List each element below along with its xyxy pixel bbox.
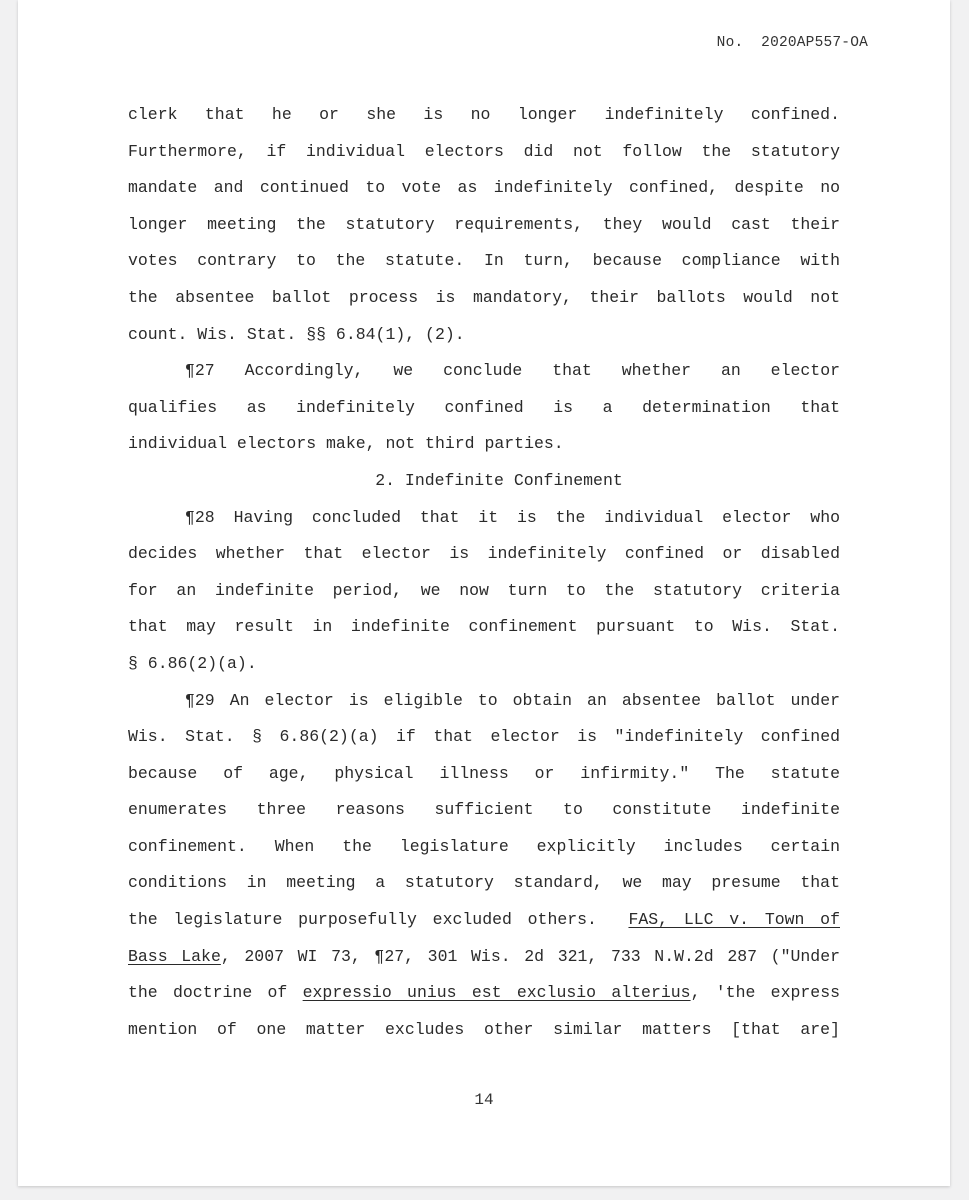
case-citation-name: Bass Lake bbox=[128, 946, 221, 966]
paragraph-29-line: Wis. Stat. § 6.86(2)(a) if that elector is "indefinitely confined bbox=[128, 727, 840, 747]
page-number: 14 bbox=[474, 1091, 494, 1109]
paragraph-29-line: because of age, physical illness or infirmity." The statute bbox=[128, 763, 840, 783]
paragraph-28-line: § 6.86(2)(a). bbox=[128, 653, 257, 673]
text-span: , 'the express bbox=[690, 983, 840, 1003]
paragraph-29-line bbox=[128, 939, 840, 976]
case-number: No. 2020AP557-OA bbox=[716, 35, 868, 51]
case-citation-name: FAS, LLC v. Town of bbox=[628, 910, 840, 930]
paragraph-28-line: ¶28 Having concluded that it is the individual elector who bbox=[185, 507, 840, 527]
paragraph-29-line: conditions in meeting a statutory standard, we may presume that bbox=[128, 873, 840, 893]
paragraph-29-line bbox=[128, 975, 840, 1012]
paragraph-29-line: mention of one matter excludes other similar matters [that are] bbox=[128, 1019, 840, 1039]
opinion-body bbox=[128, 97, 840, 1048]
text-line: votes contrary to the statute. In turn, because compliance with bbox=[128, 251, 840, 271]
paragraph-28-line: decides whether that elector is indefinitely confined or disabled bbox=[128, 544, 840, 564]
paragraph-27-line: ¶27 Accordingly, we conclude that whether an elector bbox=[185, 361, 840, 381]
paragraph-29-line bbox=[128, 902, 840, 939]
text-line: clerk that he or she is no longer indefinitely confined. bbox=[128, 105, 840, 124]
paragraph-29-line: confinement. When the legislature explicitly includes certain bbox=[128, 836, 840, 856]
section-heading: 2. Indefinite Confinement bbox=[375, 470, 623, 490]
text-line: longer meeting the statutory requirements, they would cast their bbox=[128, 214, 840, 234]
paragraph-29-line: enumerates three reasons sufficient to constitute indefinite bbox=[128, 800, 840, 820]
paragraph-29-line: ¶29 An elector is eligible to obtain an absentee ballot under bbox=[185, 690, 840, 710]
text-line: mandate and continued to vote as indefinitely confined, despite no bbox=[128, 178, 840, 198]
paragraph-27-line: individual electors make, not third parties. bbox=[128, 434, 564, 454]
latin-maxim: expressio unius est exclusio alterius bbox=[302, 983, 691, 1003]
paragraph-27-line: qualifies as indefinitely confined is a determination that bbox=[128, 397, 840, 417]
text-span: the doctrine of bbox=[128, 983, 303, 1003]
text-line: Furthermore, if individual electors did not follow the statutory bbox=[128, 141, 840, 161]
text-line: the absentee ballot process is mandatory, their ballots would not bbox=[128, 287, 840, 307]
paragraph-28-line: for an indefinite period, we now turn to the statutory criteria bbox=[128, 580, 840, 600]
text-span: , 2007 WI 73, ¶27, 301 Wis. 2d 321, 733 N.W.2d 287 ("Under bbox=[220, 946, 840, 966]
document-page bbox=[18, 0, 950, 1186]
text-span: the legislature purposefully excluded others. bbox=[128, 910, 629, 930]
paragraph-28-line: that may result in indefinite confinement pursuant to Wis. Stat. bbox=[128, 617, 840, 637]
text-line: count. Wis. Stat. §§ 6.84(1), (2). bbox=[128, 324, 465, 344]
